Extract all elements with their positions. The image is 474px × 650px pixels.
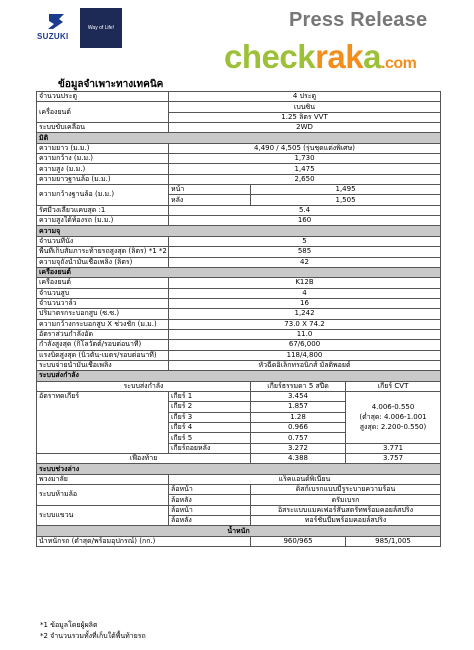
gear-manual: 1.28 [251,412,346,422]
press-release-title: Press Release [289,9,428,31]
site-logo[interactable] [224,40,416,73]
table-row [37,216,441,226]
table-row [37,505,441,515]
row-value: 160 [169,216,441,226]
row-label: ความจุถังน้ำมันเชื้อเพลิง (ลิตร) [37,257,169,267]
final-manual: 4.388 [251,454,346,464]
row-value: 1,505 [251,195,441,205]
row-value: 16 [169,298,441,308]
row-value: 5.4 [169,205,441,215]
tagline: Way of Life! [87,25,115,31]
row-value: 4 ประตู [169,92,441,102]
gear-label: เกียร์ 4 [169,423,251,433]
row-value: 1,475 [169,164,441,174]
row-value: ดิสก์เบรกแบบมีรูระบายความร้อน [251,485,441,495]
row-value: 4,490 / 4,505 (รุ่นชุดแต่งพิเศษ) [169,143,441,153]
table-row [37,536,441,546]
row-value: เบนซิน [169,102,441,112]
footnotes [40,620,146,642]
document-title: ข้อมูลจำเพาะทางเทคนิค [58,79,164,90]
table-row [37,350,441,360]
row-label: แรงบิดสูงสุด (นิวตัน-เมตร/รอบต่อนาที) [37,350,169,360]
cvt-header: เกียร์ CVT [346,381,441,391]
row-value: 73.0 X 74.2 [169,319,441,329]
row-label: จำนวนสูบ [37,288,169,298]
row-value: 2WD [169,123,441,133]
table-row [37,329,441,339]
row-label: กำลังสูงสุด (กิโลวัตต์/รอบต่อนาที) [37,340,169,350]
gear-manual: 0.757 [251,433,346,443]
row-value: 4 [169,288,441,298]
row-label: เฟืองท้าย [37,454,251,464]
cvt-ratio [346,391,441,443]
row-label: ระบบขับเคลื่อน [37,123,169,133]
section-title: เครื่องยนต์ [37,267,441,277]
section-header [37,464,441,474]
row-value: K12B [169,278,441,288]
section-title: ความจุ [37,226,441,236]
row-label: ความยาว (ม.ม.) [37,143,169,153]
cvt-ratio-line: 4.006-0.550 [371,403,415,412]
row-value: 42 [169,257,441,267]
gear-manual: 1.857 [251,402,346,412]
row-value: 1,730 [169,154,441,164]
gear-label: เกียร์ 1 [169,391,251,401]
row-label: ระบบห้ามล้อ [37,485,169,506]
brand-name: SUZUKI [37,32,69,41]
sub-label: ล้อหน้า [169,505,251,515]
logo-part-2: rak [315,38,364,75]
row-label: เครื่องยนต์ [37,102,169,123]
table-row [37,360,441,370]
tagline-box [80,8,122,48]
logo-part-3: a [363,38,381,75]
row-label: ระบบจ่ายน้ำมันเชื้อเพลิง [37,360,169,370]
weight-cvt: 985/1,005 [346,536,441,546]
row-label: ปริมาตรกระบอกสูบ (ซ.ซ.) [37,309,169,319]
table-row [37,185,441,195]
final-cvt: 3.757 [346,454,441,464]
table-row [37,340,441,350]
row-label: ความสูงใต้ท้องรถ (ม.ม.) [37,216,169,226]
row-value: 585 [169,247,441,257]
table-row [37,174,441,184]
table-row [37,92,441,102]
section-header [37,133,441,143]
row-label: พื้นที่เก็บสัมภาระท้ายรถสูงสุด (ลิตร) *1 *2 [37,247,169,257]
transmission-label: ระบบส่งกำลัง [37,381,251,391]
row-label: ความสูง (ม.ม.) [37,164,169,174]
table-row [37,257,441,267]
section-title: ระบบส่งกำลัง [37,371,441,381]
cvt-ratio-line: (ต่ำสุด: 4.006-1.001 [359,413,427,422]
row-label: จำนวนวาล์ว [37,298,169,308]
row-value: แร็คแอนด์พิเนียน [169,474,441,484]
reverse-cvt: 3.771 [346,443,441,453]
sub-label: ล้อหลัง [169,516,251,526]
table-row [37,309,441,319]
row-label: อัตราทดเกียร์ [37,391,169,453]
table-row [37,454,441,464]
table-row [37,474,441,484]
table-row [37,391,441,401]
sub-label: หน้า [169,185,251,195]
row-label: จำนวนที่นั่ง [37,236,169,246]
suzuki-logo [34,12,80,42]
table-row [37,164,441,174]
gear-label: เกียร์ 3 [169,412,251,422]
row-value: 1,495 [251,185,441,195]
row-label: ความกว้าง (ม.ม.) [37,154,169,164]
table-row [37,236,441,246]
gear-label: เกียร์ 5 [169,433,251,443]
row-value: 118/4,800 [169,350,441,360]
row-value: 11.0 [169,329,441,339]
sub-label: ล้อหน้า [169,485,251,495]
logo-part-1: check [224,38,316,75]
table-row [37,123,441,133]
table-row [37,102,441,112]
row-label: เครื่องยนต์ [37,278,169,288]
reverse-manual: 3.272 [251,443,346,453]
spec-table [36,91,441,547]
row-value: หัวฉีดอิเล็กทรอนิกส์ มัลติพอยต์ [169,360,441,370]
row-value: ดรัมเบรก [251,495,441,505]
gear-manual: 0.966 [251,423,346,433]
gear-label: เกียร์ 2 [169,402,251,412]
weight-manual: 960/965 [251,536,346,546]
section-header [37,226,441,236]
section-header [37,371,441,381]
row-value: 67/6,000 [169,340,441,350]
table-row [37,278,441,288]
gear-label: เกียร์ถอยหลัง [169,443,251,453]
table-row [37,298,441,308]
row-value: 1,242 [169,309,441,319]
row-value: อิสระแบบแมคเฟอร์สันสตรัทพร้อมคอยล์สปริง [251,505,441,515]
table-row [37,381,441,391]
cvt-ratio-line: สูงสุด: 2.200-0.550) [359,423,427,432]
footnote: *2 จำนวนรวมทั้งที่เก็บใต้พื้นท้ายรถ [40,632,146,640]
gear-manual: 3.454 [251,391,346,401]
section-header [37,526,441,536]
table-row [37,143,441,153]
section-title: มิติ [37,133,441,143]
section-title: น้ำหนัก [37,526,441,536]
table-row [37,319,441,329]
row-value: 1.25 ลิตร VVT [169,112,441,122]
table-row [37,288,441,298]
suzuki-s-icon [45,13,67,30]
sub-label: หลัง [169,195,251,205]
row-label: อัตราส่วนกำลังอัด [37,329,169,339]
row-value: 5 [169,236,441,246]
row-label: ความกว้างฐานล้อ (ม.ม.) [37,185,169,206]
table-row [37,205,441,215]
row-label: ความกว้างกระบอกสูบ X ช่วงชัก (ม.ม.) [37,319,169,329]
row-value: ทอร์ชั่นบีมพร้อมคอยล์สปริง [251,516,441,526]
sub-label: ล้อหลัง [169,495,251,505]
row-label: จำนวนประตู [37,92,169,102]
row-label: พวงมาลัย [37,474,169,484]
table-row [37,485,441,495]
section-header [37,267,441,277]
row-label: ความยาวฐานล้อ (ม.ม.) [37,174,169,184]
row-value: 2,650 [169,174,441,184]
section-title: ระบบช่วงล่าง [37,464,441,474]
table-row [37,247,441,257]
manual-header: เกียร์ธรรมดา 5 สปีด [251,381,346,391]
table-row [37,154,441,164]
footnote: *1 ข้อมูลโดยผู้ผลิต [40,621,98,629]
page-header [0,0,474,75]
row-label: รัศมีวงเลี้ยวแคบสุด :1 [37,205,169,215]
row-label: น้ำหนักรถ (ต่ำสุด/พร้อมอุปกรณ์) (กก.) [37,536,251,546]
logo-domain: .com [381,55,417,72]
row-label: ระบบแขวน [37,505,169,526]
